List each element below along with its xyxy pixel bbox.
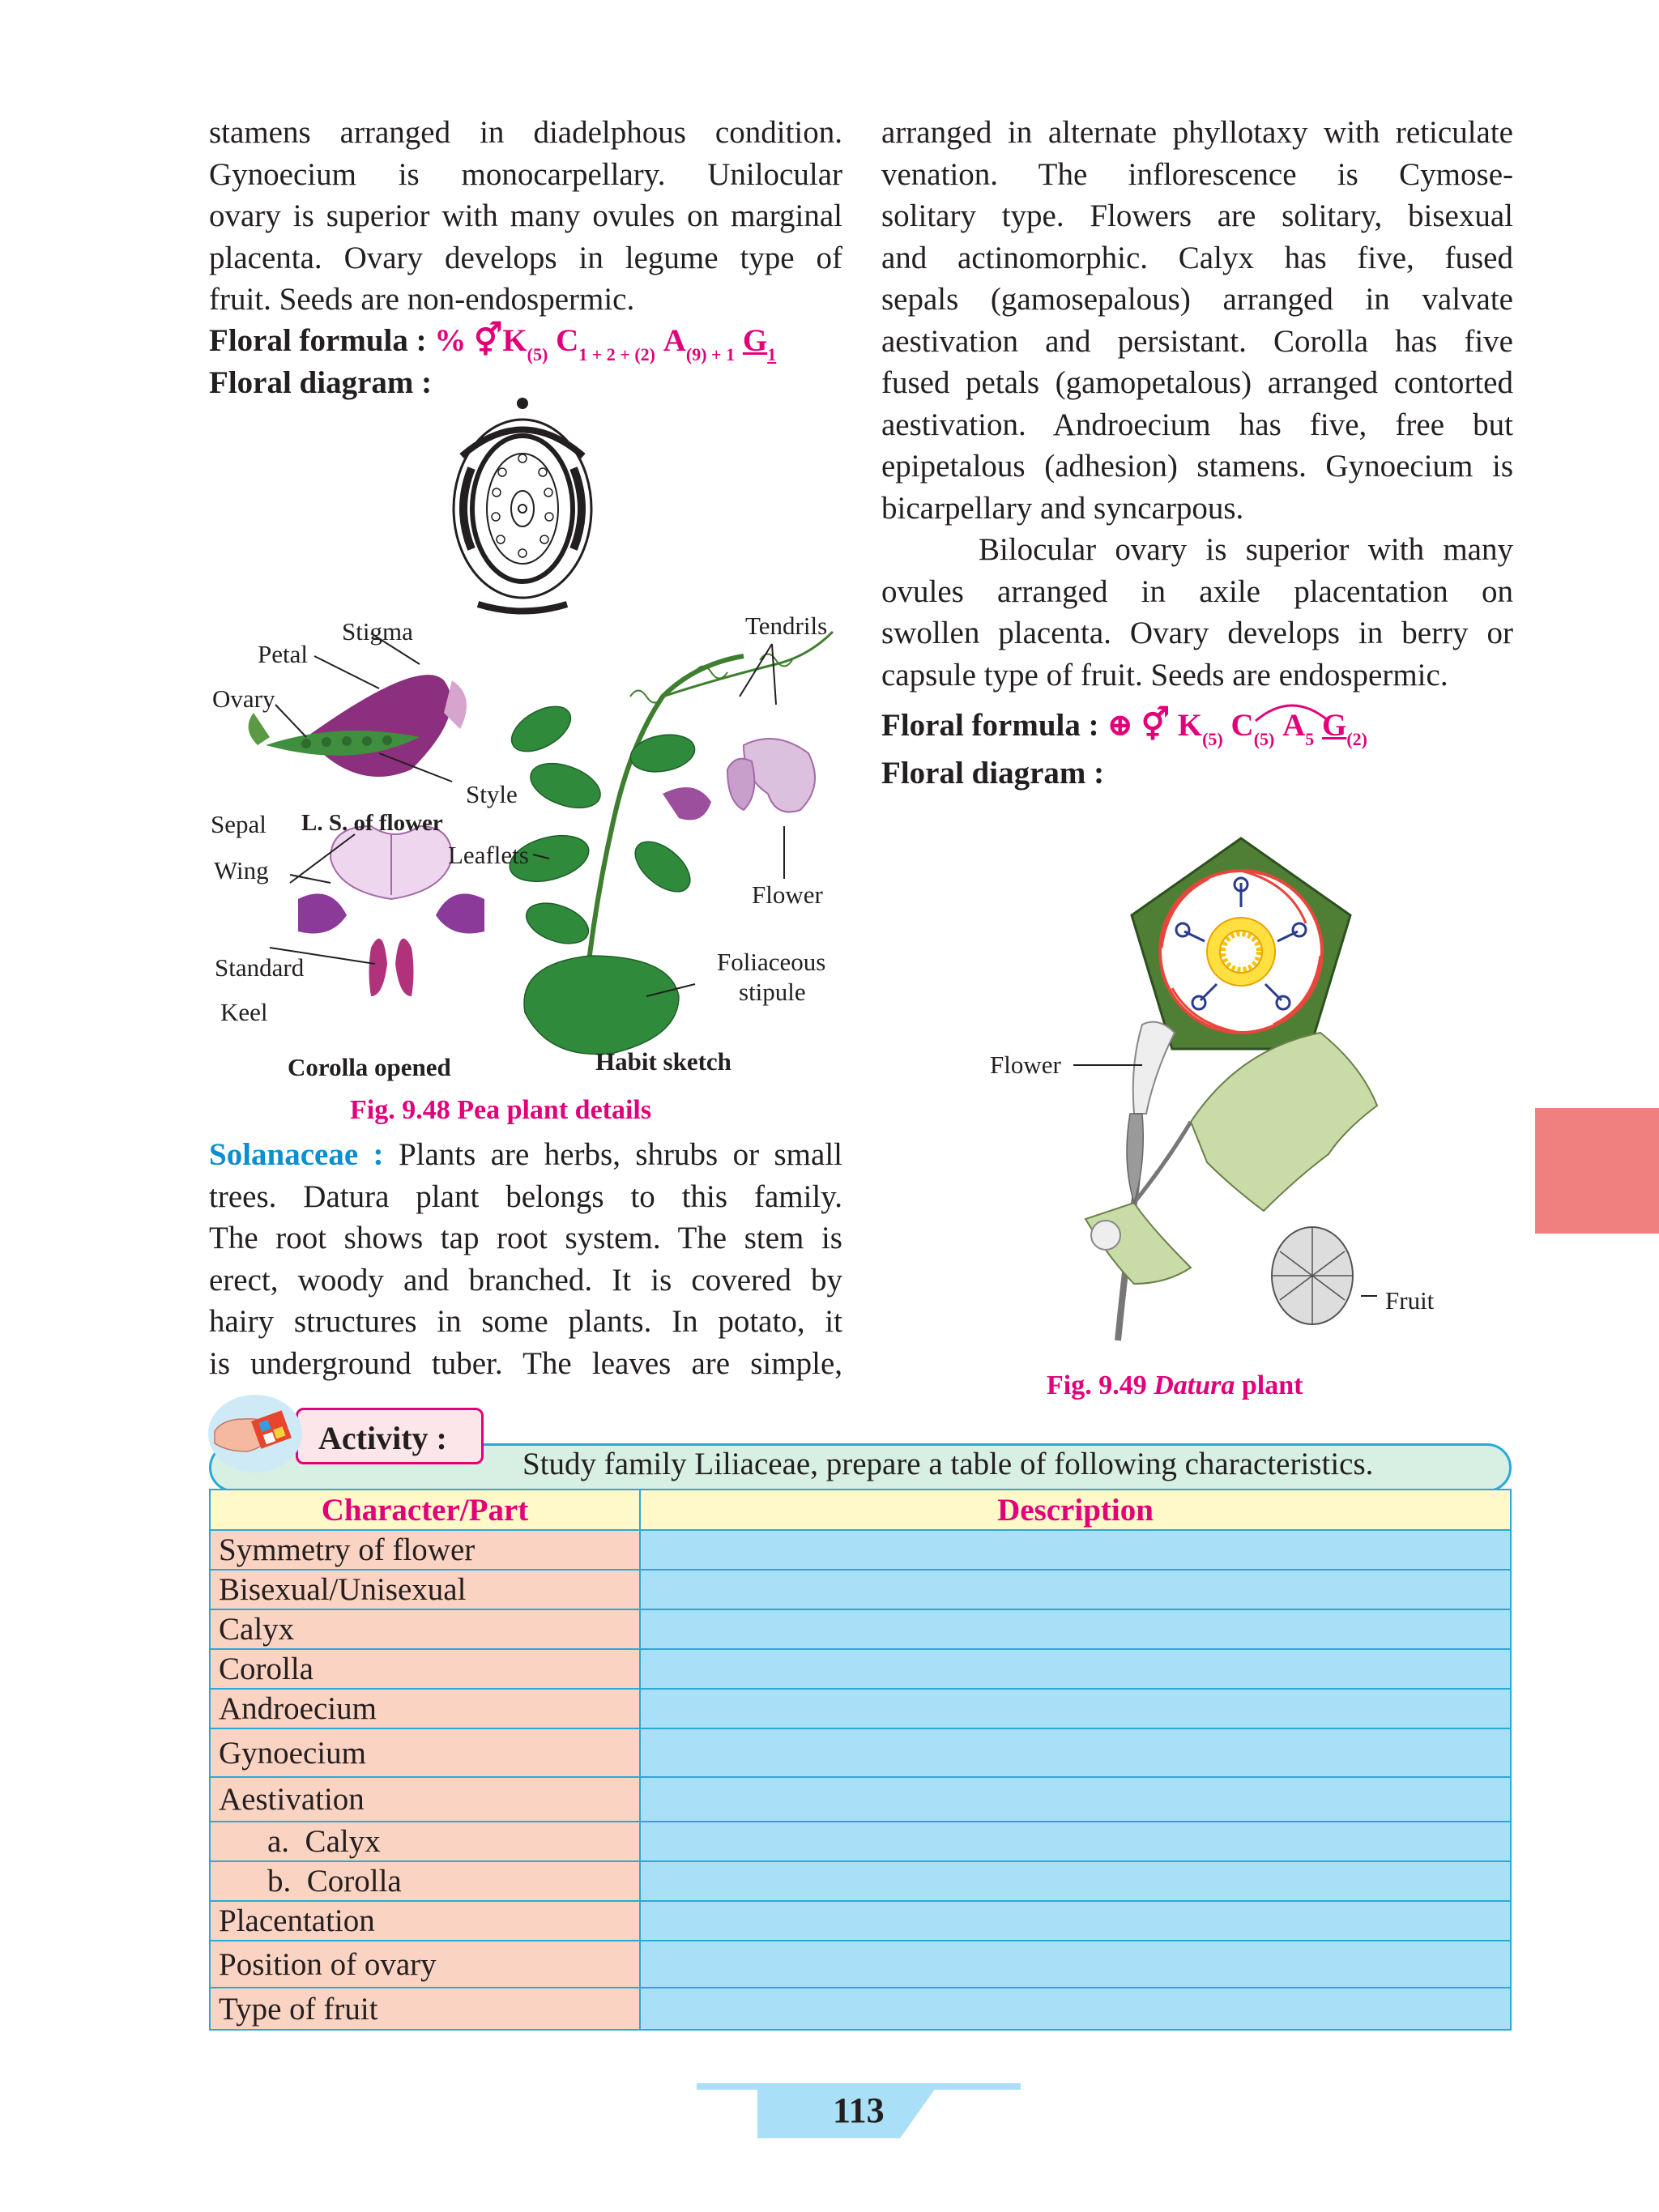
bisexual-symbol-icon: ⚥	[1141, 708, 1171, 743]
row-character: Calyx	[210, 1609, 640, 1649]
description-cell[interactable]	[640, 1861, 1511, 1901]
description-cell[interactable]	[640, 1609, 1511, 1649]
formula-c-sub: 1 + 2 + (2)	[578, 344, 655, 364]
activity-table	[209, 1489, 1512, 2031]
row-character: Type of fruit	[210, 1988, 640, 2030]
row-character: Symmetry of flower	[210, 1530, 640, 1570]
epipetalous-arc-icon	[1252, 698, 1333, 722]
label-flower: Flower	[752, 880, 823, 909]
table-row	[210, 1728, 1511, 1777]
text-line: and actinomorphic. Calyx has five, fused	[881, 240, 1513, 275]
text-line: stamens arranged in diadelphous condition.	[209, 115, 842, 150]
pea-flower-ls	[249, 675, 467, 777]
formula-c: C	[556, 323, 579, 358]
formula-g-sub: (2)	[1346, 729, 1368, 749]
table-row	[210, 1941, 1511, 1988]
left-column-para1	[209, 112, 842, 321]
label-habit-sketch: Habit sketch	[595, 1047, 731, 1076]
description-cell[interactable]	[640, 1530, 1511, 1570]
text-line: erect, woody and branched. It is covered by	[209, 1262, 842, 1298]
text-line: venation. The inflorescence is Cymose-	[881, 156, 1513, 192]
table-row	[210, 1609, 1511, 1649]
row-character: b. Corolla	[210, 1861, 640, 1901]
caption-suffix: plant	[1241, 1370, 1303, 1400]
formula-a-sub: (9) + 1	[685, 344, 736, 364]
table-row	[210, 1901, 1511, 1941]
formula-k-sub: (5)	[527, 344, 548, 364]
row-character: a. Calyx	[210, 1822, 640, 1861]
text-line: arranged in alternate phyllotaxy with reticulate	[881, 115, 1513, 150]
text-line: aestivation. Androecium has five, free but	[881, 407, 1513, 442]
text-line: fused petals (gamopetalous) arranged contorted	[881, 365, 1513, 400]
actinomorphic-symbol-icon: ⊕	[1107, 708, 1134, 743]
label-sepal: Sepal	[211, 810, 267, 838]
text-line: placenta. Ovary develops in legume type of	[209, 240, 842, 275]
description-cell[interactable]	[640, 1689, 1511, 1728]
text-line: ovules arranged in axile placentation on	[881, 573, 1513, 609]
formula-k: K	[1177, 708, 1203, 743]
table-row	[210, 1689, 1511, 1728]
label-petal: Petal	[258, 640, 308, 668]
text-line: solitary type. Flowers are solitary, bisexual	[881, 198, 1513, 233]
table-header-row	[210, 1490, 1511, 1530]
text-line	[209, 1134, 842, 1176]
table-row	[210, 1861, 1511, 1901]
formula-g-sub: 1	[767, 344, 777, 364]
activity-instruction: Study family Liliaceae, prepare a table of following characteristics.	[522, 1447, 1374, 1481]
label-standard: Standard	[215, 953, 305, 982]
label-leaflets: Leaflets	[448, 841, 529, 869]
floral-formula-label: Floral formula :	[209, 323, 427, 358]
text-line: fruit. Seeds are non-endospermic.	[209, 282, 635, 317]
text-line: sepals (gamosepalous) arranged in valvate	[881, 282, 1513, 317]
zygomorphic-symbol: %	[434, 323, 467, 358]
datura-floral-diagram-label: Floral diagram :	[881, 756, 1105, 791]
text-line: epipetalous (adhesion) stamens. Gynoecium is	[881, 449, 1513, 484]
header-character: Character/Part	[210, 1490, 640, 1530]
formula-a: A	[663, 323, 686, 358]
fig-9-48-caption: Fig. 9.48 Pea plant details	[350, 1095, 652, 1125]
fig-9-49-caption	[1047, 1370, 1303, 1401]
datura-plant-illustration	[1053, 1016, 1426, 1357]
description-cell[interactable]	[640, 1649, 1511, 1689]
row-character: Corolla	[210, 1649, 640, 1689]
header-description: Description	[640, 1490, 1511, 1530]
label-ovary: Ovary	[212, 684, 275, 713]
description-cell[interactable]	[640, 1901, 1511, 1941]
label-datura-flower: Flower	[990, 1051, 1061, 1079]
label-stipule: stipule	[739, 978, 806, 1006]
activity-hand-icon	[207, 1387, 312, 1476]
formula-g: G	[742, 323, 768, 358]
text-line: trees. Datura plant belongs to this family.	[209, 1178, 842, 1214]
label-tendrils: Tendrils	[745, 612, 828, 640]
text-line: ovary is superior with many ovules on marginal	[209, 198, 842, 233]
pea-floral-diagram-label: Floral diagram :	[209, 365, 433, 400]
text-line: swollen placenta. Ovary develops in berry or	[881, 616, 1513, 650]
chapter-side-tab	[1535, 1108, 1659, 1234]
solanaceae-heading: Solanaceae :	[209, 1137, 384, 1172]
text-line: The root shows tap root system. The stem is	[209, 1221, 842, 1255]
bisexual-symbol-icon: ⚥	[474, 323, 503, 358]
text-line: capsule type of fruit. Seeds are endospermic.	[881, 657, 1448, 693]
table-row	[210, 1822, 1511, 1861]
row-character: Position of ovary	[210, 1941, 640, 1988]
label-datura-fruit: Fruit	[1385, 1286, 1435, 1315]
formula-a: A	[1282, 708, 1306, 743]
pea-floral-formula	[209, 322, 776, 365]
table-row	[210, 1570, 1511, 1609]
row-character: Bisexual/Unisexual	[210, 1570, 640, 1609]
row-character: Aestivation	[210, 1777, 640, 1822]
table-row	[210, 1649, 1511, 1689]
text-line: aestivation and persistant. Corolla has five	[881, 323, 1513, 359]
label-wing: Wing	[214, 856, 269, 884]
formula-g: G	[1322, 708, 1347, 743]
caption-italic: Datura	[1154, 1370, 1235, 1400]
description-cell[interactable]	[640, 1941, 1511, 1988]
table-row	[210, 1988, 1511, 2030]
text-line: hairy structures in some plants. In potato, it	[209, 1304, 842, 1339]
pea-floral-diagram	[437, 387, 608, 622]
text-line: Gynoecium is monocarpellary. Unilocular	[209, 156, 842, 192]
solanaceae-paragraph	[209, 1134, 842, 1384]
table-row	[210, 1530, 1511, 1570]
description-cell[interactable]	[640, 1777, 1511, 1822]
label-corolla-opened: Corolla opened	[288, 1053, 451, 1081]
text-line: is underground tuber. The leaves are simple,	[209, 1345, 842, 1381]
text-line: Bilocular ovary is superior with many	[979, 532, 1513, 567]
label-stigma: Stigma	[342, 617, 413, 646]
formula-k: K	[502, 323, 527, 358]
description-cell[interactable]	[640, 1570, 1511, 1609]
floral-formula-label: Floral formula :	[881, 708, 1099, 743]
table-row	[210, 1777, 1511, 1822]
label-ls-flower: L. S. of flower	[301, 810, 443, 836]
label-foliaceous: Foliaceous	[717, 948, 826, 976]
page-number: 113	[833, 2091, 885, 2130]
right-column-para1	[881, 112, 1513, 696]
formula-c-sub: (5)	[1253, 729, 1275, 749]
row-character: Placentation	[210, 1901, 640, 1941]
description-cell[interactable]	[640, 1822, 1511, 1861]
description-cell[interactable]	[640, 1988, 1511, 2030]
activity-label: Activity :	[318, 1420, 447, 1456]
formula-a-sub: 5	[1305, 729, 1315, 749]
description-cell[interactable]	[640, 1728, 1511, 1777]
formula-k-sub: (5)	[1202, 729, 1223, 749]
caption-prefix: Fig. 9.49	[1047, 1370, 1147, 1400]
row-character: Gynoecium	[210, 1728, 640, 1777]
text-line: bicarpellary and syncarpous.	[881, 490, 1244, 526]
text-span: Plants are herbs, shrubs or small	[398, 1137, 842, 1172]
label-keel: Keel	[220, 998, 268, 1026]
datura-fruit	[1272, 1227, 1353, 1324]
label-style: Style	[466, 780, 518, 808]
row-character: Androecium	[210, 1689, 640, 1728]
formula-c: C	[1230, 708, 1254, 743]
